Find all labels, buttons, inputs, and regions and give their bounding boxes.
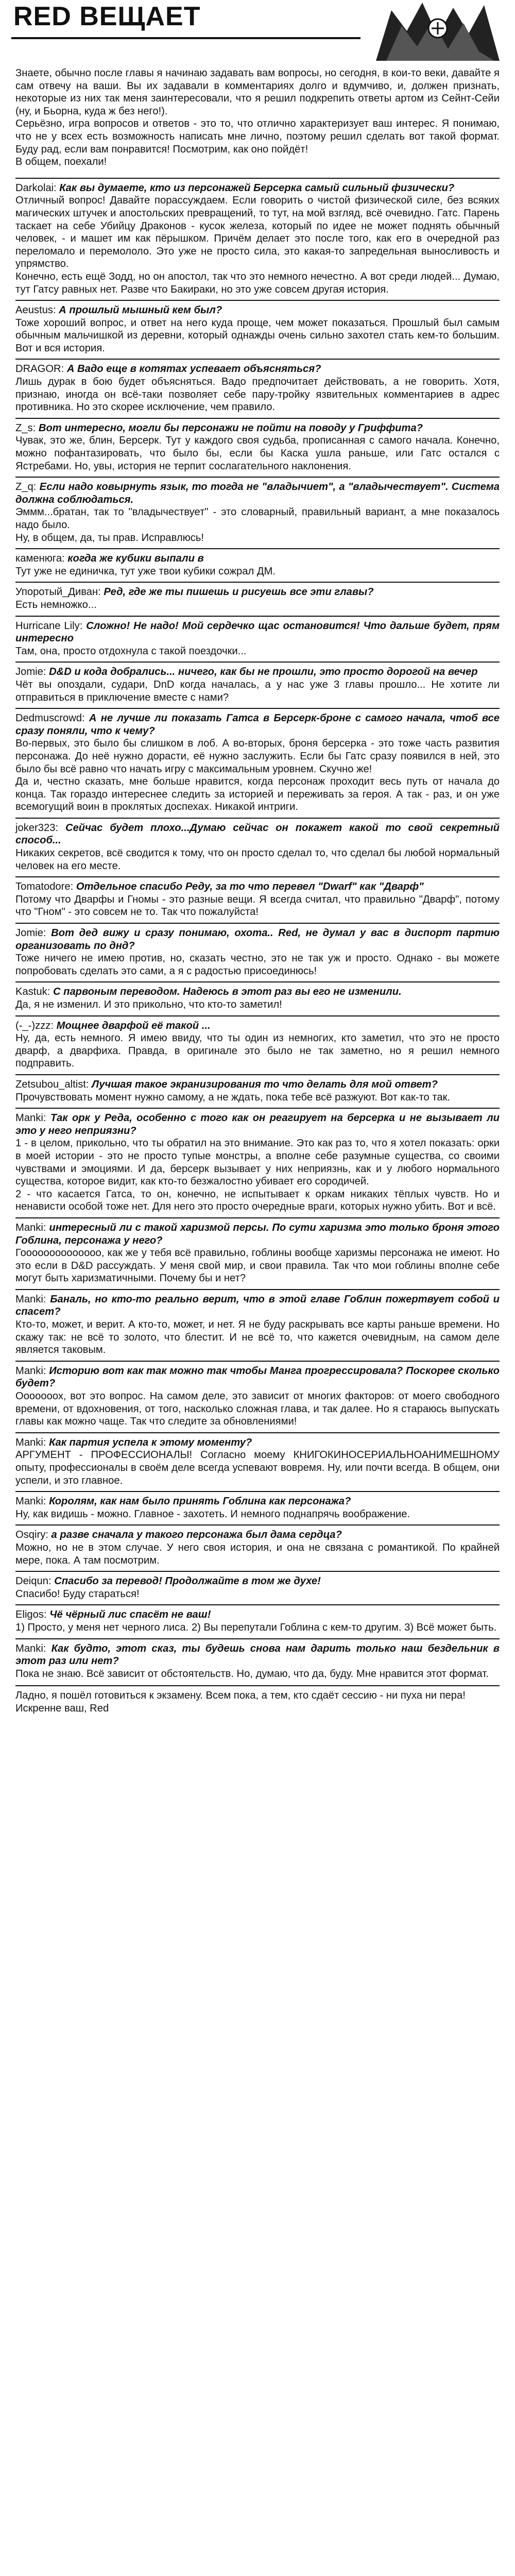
- question-text: Историю вот как так можно так чтобы Манга прогрессировала? Поскорее сколько будет?: [15, 1365, 500, 1389]
- question-text: Отдельное спасибо Реду, за то что перевел "Dwarf" как "Дварф": [76, 881, 424, 893]
- asker-name: DRAGOR:: [15, 363, 64, 375]
- question-text: Если надо ковырнуть язык, то тогда не "владычиет", а "владычествует". Система должна соблюдаться.: [15, 481, 500, 505]
- question-text: Чё чёрный лис спасёт не ваш!: [49, 1609, 211, 1621]
- answer-paragraph: Ну, в общем, да, ты прав. Исправлюсь!: [15, 532, 204, 544]
- answer: [15, 679, 500, 704]
- question: [15, 586, 500, 599]
- outro-section: [15, 1689, 500, 1715]
- question: [15, 986, 500, 998]
- question-text: D&D и кода добрались... ничего, как бы не прошли, это просто дорогой на вечер: [49, 666, 478, 678]
- header-manga-art: [371, 0, 505, 61]
- answer-paragraph: Конечно, есть ещё Зодд, но он апостол, так что это немного нечестно. А вот среди людей... Думаю, тут Гатсу равных нет. Разве что Бакираки, но это уже совсем другая история.: [15, 270, 500, 295]
- qa-item: [15, 662, 500, 704]
- question: [15, 1436, 500, 1449]
- qa-item: [15, 477, 500, 544]
- asker-name: (-_-)zzz:: [15, 1020, 54, 1031]
- qa-item: [15, 1571, 500, 1600]
- answer: [15, 998, 500, 1011]
- question: [15, 304, 500, 317]
- answer-paragraph: Да, я не изменил. И это прикольно, что кто-то заметил!: [15, 999, 282, 1010]
- asker-name: Z_q:: [15, 481, 37, 493]
- qa-item: [15, 876, 500, 919]
- asker-name: Osqiry:: [15, 1529, 48, 1541]
- question-text: Королям, как нам было принять Гоблина как персонажа?: [49, 1496, 351, 1507]
- question: [15, 1642, 500, 1668]
- answer-paragraph: Тоже хороший вопрос, и ответ на него куда проще, чем может показаться. Прошлый был самым обычным мальчишкой из деревни, который однажды очень сильно захотел стать кем-то большим. Вот и вся история.: [15, 317, 500, 354]
- answer: [15, 599, 500, 612]
- asker-name: Darkolai:: [15, 182, 57, 194]
- answer: [15, 1508, 500, 1521]
- question: [15, 822, 500, 847]
- answer-paragraph: Ну, да, есть немного. Я имею ввиду, что ты один из немногих, кто заметил, что это не просто дварф, а дварфиха. Правда, в оригинале это было не так заметно, но я решил немного подправить.: [15, 1032, 500, 1070]
- question-text: Лучшая такое экранизирования то что делать для мой ответ?: [92, 1078, 438, 1090]
- question-text: интересный ли с такой харизмой персы. По сути харизма это только броня этого Гоблина, персонажа у него?: [15, 1222, 500, 1246]
- answer-paragraph: 1) Просто, у меня нет черного лиса. 2) Вы перепутали Гоблина с кем-то другим. 3) Всё может быть.: [15, 1621, 497, 1633]
- question-text: Вот дед вижу и сразу понимаю, охота.. Red, не думал у вас в диспорт партию организовать по днд?: [15, 927, 500, 952]
- question: [15, 1495, 500, 1508]
- answer-paragraph: Лишь дурак в бою будет объясняться. Вадо предпочитает действовать, а не говорить. Хотя, признаю, иногда он всё-таки позволяет себе пару-тройку язвительных комментариев в адрес противника. Но это скорее исключение, чем правило.: [15, 376, 500, 413]
- qa-item: [15, 1604, 500, 1634]
- qa-item: [15, 359, 500, 413]
- answer-paragraph: Тоже ничего не имею против, но, сказать честно, это не так уж и просто. Однако - вы можете попробовать сделать это сами, а я с радостью присоединюсь!: [15, 953, 500, 977]
- question-text: Баналь, но кто-то реально верит, что в этой главе Гоблин пожертвует собой и спасет?: [15, 1293, 500, 1318]
- article-body: [0, 62, 515, 2576]
- qa-item: [15, 582, 500, 611]
- asker-name: Zetsubou_altist:: [15, 1078, 89, 1090]
- asker-name: Aeustus:: [15, 304, 56, 316]
- qa-item: [15, 708, 500, 814]
- intro-section: [15, 67, 500, 168]
- question: [15, 1222, 500, 1247]
- question: [15, 481, 500, 506]
- answer: [15, 376, 500, 414]
- asker-name: Hurricane Lily:: [15, 620, 83, 632]
- answer: [15, 893, 500, 919]
- answer: [15, 1137, 500, 1213]
- question-text: Сейчас будет плохо...Думаю сейчас он покажет какой то свой секретный способ...: [15, 822, 500, 846]
- answer: [15, 847, 500, 872]
- question-text: Как будто, этот сказ, ты будешь снова нам дарить только наш бездельник в этот раз или нет?: [15, 1642, 500, 1667]
- answer: [15, 1621, 500, 1634]
- qa-item: [15, 923, 500, 977]
- answer-paragraph: Чувак, это же, блин, Берсерк. Тут у каждого своя судьба, прописанная с самого начала. Конечно, можно пофантазировать, что было бы, если бы Каска ушла раньше, или Гатс остался с Ястребами. Но, увы, история не терпит сослагательного наклонения.: [15, 435, 500, 472]
- question-text: Мощнее дварфой её такой ...: [56, 1020, 211, 1031]
- answer-paragraph: АРГУМЕНТ - ПРОФЕССИОНАЛЫ! Согласно моему КНИГОКИНОСЕРИАЛЬНОАНИМЕШНОМУ опыту, профессионалы в своём деле всегда успевают вовремя. Ну, или почти всегда. В общем, они успели, и это главное.: [15, 1449, 500, 1486]
- answer: [15, 1247, 500, 1285]
- asker-name: Deiqun:: [15, 1575, 52, 1587]
- answer-paragraph: Чёт вы опоздали, судари, DnD когда началась, а у нас уже 3 главы прошло... Не хотите ли отправиться в приключение вместе с нами?: [15, 679, 500, 703]
- question-text: Как партия успела к этому моменту?: [49, 1436, 252, 1448]
- asker-name: joker323:: [15, 822, 59, 834]
- question: [15, 363, 500, 376]
- header-divider: [11, 37, 360, 39]
- qa-item: [15, 548, 500, 578]
- answer-paragraph: Тут уже не единичка, тут уже твои кубики сожрал ДМ.: [15, 565, 276, 577]
- question: [15, 182, 500, 195]
- qa-item: [15, 616, 500, 658]
- question: [15, 1608, 500, 1621]
- qa-item: [15, 1015, 500, 1070]
- answer: [15, 565, 500, 578]
- asker-name: Z_s:: [15, 422, 36, 434]
- question: [15, 1575, 500, 1588]
- asker-name: Jomie:: [15, 666, 46, 678]
- question: [15, 620, 500, 645]
- qa-item: [15, 300, 500, 354]
- answer-paragraph: Спасибо! Буду стараться!: [15, 1588, 140, 1600]
- answer: [15, 645, 500, 658]
- asker-name: Manki:: [15, 1365, 46, 1377]
- qa-item: [15, 1108, 500, 1213]
- outro-divider: [15, 1685, 500, 1686]
- question-text: Ред, где же ты пишешь и рисуешь все эти главы?: [104, 586, 374, 598]
- asker-name: Dedmuscrowd:: [15, 713, 85, 724]
- question: [15, 927, 500, 952]
- qa-item: [15, 1638, 500, 1681]
- intro-paragraph: Знаете, обычно после главы я начинаю задавать вам вопросы, но сегодня, в кои-то веки, давайте я сам отвечу на ваши. Вы их задавали в комментариях долго и вдумчиво, и, должен признать, некоторые из них так меня заинтересовали, что я решил подкрепить ответы артом из Сейнт-Сейи (ну, и Бьорна, куда ж без него!).: [15, 67, 500, 117]
- asker-name: Упоротый_Диван:: [15, 586, 101, 598]
- answer: [15, 1032, 500, 1070]
- asker-name: Manki:: [15, 1293, 46, 1305]
- qa-item: [15, 981, 500, 1011]
- title-rest: ВЕЩАЕТ: [79, 2, 201, 31]
- answer: [15, 1091, 500, 1104]
- question: [15, 422, 500, 435]
- question: [15, 1365, 500, 1390]
- header: [0, 0, 515, 62]
- question-text: А Вадо еще в котятах успевает объясняться?: [66, 363, 321, 375]
- answer-paragraph: 1 - в целом, прикольно, что ты обратил на это внимание. Это как раз то, что я хотел показать: орки в моей истории - это не просто тупые монстры, а вполне себе разумные существа, со своими чувствами и эмоциями. И да, берсерк вызывает у них неприязнь, как и у любого нормального существа, которое видит, как кто-то безжалостно убивает его сородичей.: [15, 1138, 500, 1188]
- answer: [15, 506, 500, 544]
- answer-paragraph: Потому что Дварфы и Гномы - это разные вещи. Я всегда считал, что правильно "Дварф", потому что "Гном" - это совсем не то. Так что пожалуйста!: [15, 893, 500, 918]
- asker-name: Manki:: [15, 1642, 46, 1654]
- question-text: Спасибо за перевод! Продолжайте в том же духе!: [54, 1575, 321, 1587]
- answer-paragraph: Никаких секретов, всё сводится к тому, что он просто сделал то, что сделал бы любой нормальный человек на его месте.: [15, 848, 500, 872]
- answer: [15, 952, 500, 977]
- question: [15, 712, 500, 737]
- answer-paragraph: Эммм...братан, так то "владычествует" - это словарный, правильный вариант, а мне показалось надо было.: [15, 506, 500, 531]
- answer: [15, 1449, 500, 1487]
- qa-item: [15, 818, 500, 872]
- answer-paragraph: Гоооооооооооооо, как же у тебя всё правильно, гоблины вообще харизмы персонажа не имеют. Но это если в D&D рассуждать. У меня свой мир, и свои правила. Так что мои гоблины вполне себе могут быть харизматичными. Почему бы и нет?: [15, 1247, 500, 1284]
- asker-name: Manki:: [15, 1222, 46, 1233]
- question-text: а разве сначала у такого персонажа был дама сердца?: [51, 1529, 342, 1541]
- answer-paragraph: Можно, но не в этом случае. У него своя история, и она не связана с романтикой. По крайней мере, пока. А там посмотрим.: [15, 1541, 500, 1566]
- answer-paragraph: Во-первых, это было бы слишком в лоб. А во-вторых, броня берсерка - это тоже часть развития персонажа. До неё нужно дорасти, её нужно заслужить. Если бы Гатс сразу появился в ней, это было бы всё равно что начать игру с максимальным уровнем. Скучно же!: [15, 738, 500, 775]
- asker-name: Manki:: [15, 1436, 46, 1448]
- answer: [15, 1668, 500, 1681]
- intro-paragraph: Серьёзно, игра вопросов и ответов - это то, что отлично характеризует ваш интерес. Я понимаю, что не у всех есть возможность написать мне лично, поэтому решил сделать вот такой формат. Буду рад, если вам понравится! Посмотрим, как оно пойдёт!: [15, 118, 500, 155]
- answer-paragraph: 2 - что касается Гатса, то он, конечно, не испытывает к оркам никаких тёплых чувств. Но и ненависти особой тоже нет. Для него это просто очередные враги, которых нужно убить. Вот и всё.: [15, 1188, 500, 1213]
- question-text: Сложно! Не надо! Мой сердечко щас остановится! Что дальше будет, прям интересно: [15, 620, 500, 645]
- answer: [15, 1588, 500, 1601]
- qa-item: [15, 1432, 500, 1487]
- answer-paragraph: Там, она, просто отдохнула с такой поездочки...: [15, 645, 247, 657]
- qa-item: [15, 1074, 500, 1104]
- question: [15, 1112, 500, 1137]
- question: [15, 1078, 500, 1091]
- answer: [15, 1390, 500, 1428]
- answer: [15, 194, 500, 296]
- asker-name: Kastuk:: [15, 986, 50, 998]
- answer-paragraph: Ну, как видишь - можно. Главное - захотеть. И немного поднапрячь воображение.: [15, 1508, 410, 1520]
- asker-name: Tomatodore:: [15, 881, 74, 893]
- qa-item: [15, 1217, 500, 1285]
- qa-item: [15, 1524, 500, 1567]
- answer: [15, 1318, 500, 1357]
- answer-paragraph: Пока не знаю. Всё зависит от обстоятельств. Но, думаю, что да, буду. Мне нравится этот формат.: [15, 1668, 489, 1680]
- asker-name: Manki:: [15, 1496, 46, 1507]
- answer: [15, 1541, 500, 1567]
- asker-name: каменюга:: [15, 553, 65, 565]
- question-text: Вот интересно, могли бы персонажи не пойти на поводу у Гриффита?: [38, 422, 423, 434]
- answer-paragraph: Ооооооох, вот это вопрос. На самом деле, это зависит от многих факторов: от моего свободного времени, от вдохновения, от того, насколько сложная глава, и так далее. Но я стараюсь выпускать главы как можно чаще. Так что следите за обновлениями!: [15, 1391, 500, 1428]
- answer: [15, 737, 500, 814]
- question-text: когда же кубики выпали в: [67, 553, 204, 565]
- question-text: Как вы думаете, кто из персонажей Берсерка самый сильный физически?: [59, 182, 455, 194]
- intro-paragraph: В общем, поехали!: [15, 156, 107, 168]
- signature: Искренне ваш, Red: [15, 1702, 109, 1714]
- question-text: С парвоным переводом. Надеюсь в этот раз вы его не изменили.: [53, 986, 402, 998]
- question: [15, 1529, 500, 1541]
- title-red: RED: [13, 2, 72, 31]
- qa-item: [15, 1491, 500, 1520]
- answer-paragraph: Кто-то, может, и верит. А кто-то, может, и нет. Я не буду раскрывать все карты раньше времени. Но скажу так: не всё то золото, что блестит. И не всё то, что кажется очевидным, на самом деле является таковым.: [15, 1319, 500, 1356]
- question: [15, 666, 500, 679]
- question-text: А не лучше ли показать Гатса в Берсерк-броне с самого начала, чтоб все сразу поняли, что к чему?: [15, 713, 500, 737]
- qa-item: [15, 178, 500, 296]
- answer: [15, 317, 500, 355]
- qa-item: [15, 418, 500, 472]
- asker-name: Eligos:: [15, 1609, 47, 1621]
- question-text: А прошлый мышный кем был?: [59, 304, 222, 316]
- question: [15, 1020, 500, 1032]
- question-text: Так орк у Реда, особенно с того как он реагирует на берсерка и не вызывает ли это у него неприязни?: [15, 1112, 500, 1137]
- qa-list: [15, 178, 500, 1681]
- asker-name: Jomie:: [15, 927, 46, 939]
- answer: [15, 434, 500, 472]
- question: [15, 880, 500, 893]
- asker-name: Manki:: [15, 1112, 46, 1124]
- page-title: [13, 3, 200, 30]
- qa-item: [15, 1289, 500, 1357]
- question: [15, 552, 500, 565]
- answer-paragraph: Есть немножко...: [15, 599, 97, 611]
- qa-item: [15, 1361, 500, 1428]
- question: [15, 1293, 500, 1318]
- answer-paragraph: Отличный вопрос! Давайте порассуждаем. Если говорить о чистой физической силе, без всяких магических штучек и апостольских превращений, то тут, на мой взгляд, всё очевидно. Гатс. Парень таскает на себе Убийцу Драконов - кусок железа, который по идее не может поднять обычный человек, - и машет им как пёрышком. Причём делает это после того, как его в очередной раз переломало и перемололо. Это уже не просто сила, это какая-то запредельная выносливость и упрямство.: [15, 195, 500, 270]
- outro-paragraph: Ладно, я пошёл готовиться к экзамену. Всем пока, а тем, кто сдаёт сессию - ни пуха ни пера!: [15, 1690, 466, 1702]
- answer-paragraph: Прочувствовать момент нужно самому, а не ждать, пока тебе всё разжуют. Вот как-то так.: [15, 1091, 451, 1103]
- answer-paragraph: Да и, честно сказать, мне больше нравится, когда персонаж проходит весь путь от начала до конца. Так гораздо интереснее следить за историей и переживать за героя. А так - раз, и он уже всемогущий воин в проклятых доспехах. Никакой интриги.: [15, 776, 500, 813]
